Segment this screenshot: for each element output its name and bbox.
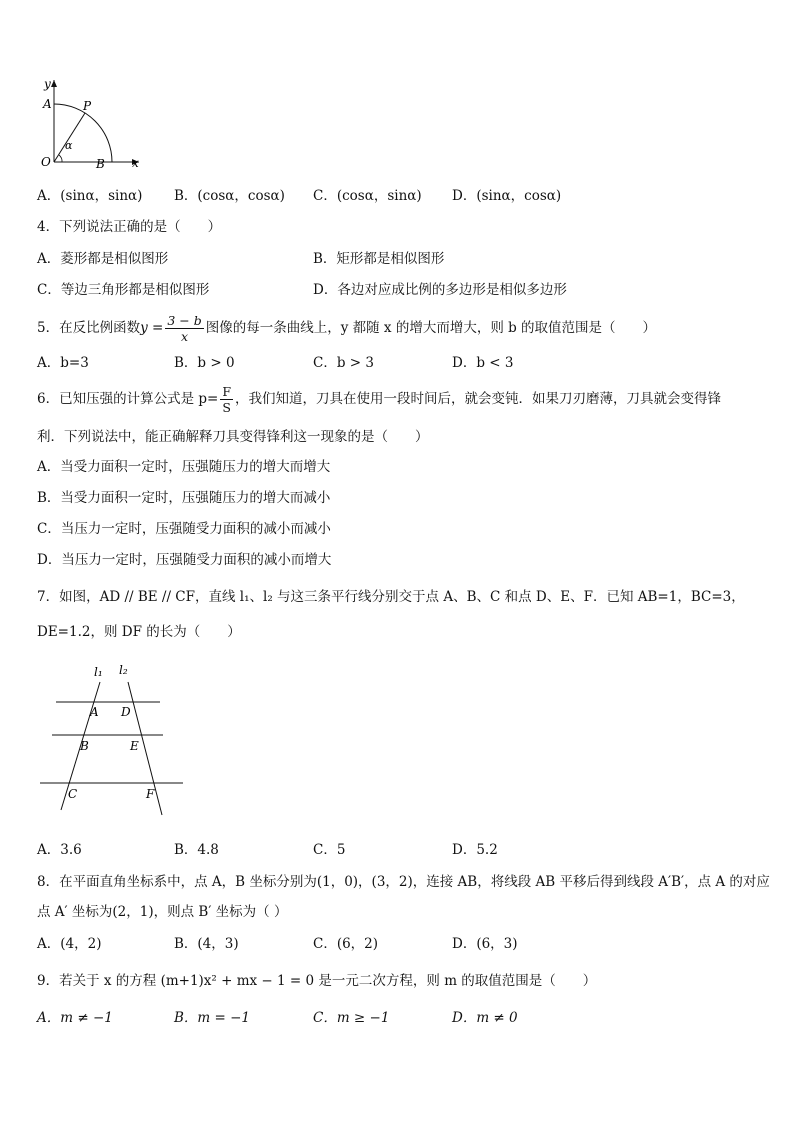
q7-option-d: D．5.2 — [452, 842, 498, 858]
q5-frac-den: x — [180, 329, 189, 344]
q6-stem-post: ，我们知道，刀具在使用一段时间后，就会变钝．如果刀刃磨薄，刀具就会变得锋 — [235, 391, 722, 407]
q4-stem: 4．下列说法正确的是（ ） — [37, 219, 222, 235]
q5-stem-post: 图像的每一条曲线上，y 都随 x 的增大而增大，则 b 的取值范围是（ ） — [205, 320, 657, 336]
q5-option-c: C．b > 3 — [313, 355, 374, 371]
q7-option-b: B．4.8 — [174, 842, 219, 858]
q7-option-c: C．5 — [313, 842, 346, 858]
label-B: B — [80, 739, 89, 753]
q3-option-b: B．(cosα，cosα) — [174, 188, 285, 204]
q7-stem-line2: DE=1.2，则 DF 的长为（ ） — [37, 624, 241, 640]
q6-option-b: B．当受力面积一定时，压强随压力的增大而减小 — [37, 490, 331, 506]
label-F: F — [146, 787, 155, 801]
q9-option-d: D．m ≠ 0 — [452, 1010, 518, 1026]
q4-option-b: B．矩形都是相似图形 — [313, 251, 445, 267]
label-alpha: α — [65, 139, 73, 152]
q5-frac-num: 3 − b — [167, 313, 202, 328]
q6-option-c: C．当压力一定时，压强随受力面积的减小而减小 — [37, 521, 331, 537]
q9-option-a: A．m ≠ −1 — [37, 1010, 113, 1026]
label-y: y — [44, 77, 51, 91]
label-C: C — [68, 787, 78, 801]
label-B: B — [96, 157, 105, 171]
q6-stem-line2: 利．下列说法中，能正确解释刀具变得锋利这一现象的是（ ） — [37, 429, 429, 445]
q7-option-a: A．3.6 — [37, 842, 82, 858]
q3-option-d: D．(sinα，cosα) — [452, 188, 562, 204]
q6-fraction — [220, 384, 233, 415]
label-x: x — [132, 156, 139, 170]
q3-option-c: C．(cosα，sinα) — [313, 188, 422, 204]
label-A: A — [90, 705, 99, 719]
label-l2: l₂ — [119, 663, 128, 677]
q5-option-a: A．b=3 — [37, 355, 89, 371]
label-P: P — [83, 99, 92, 113]
q4-option-c: C．等边三角形都是相似图形 — [37, 282, 210, 298]
figure-unit-circle — [35, 72, 145, 172]
q9-option-c: C．m ≥ −1 — [313, 1010, 390, 1026]
q5-option-d: D．b < 3 — [452, 355, 514, 371]
q8-stem-line2: 点 A′ 坐标为(2，1)，则点 B′ 坐标为（ ） — [37, 904, 288, 920]
q9-stem: 9．若关于 x 的方程 (m+1)x² + mx − 1 = 0 是一元二次方程，则 m 的取值范围是（ ） — [37, 973, 597, 989]
q6-frac-num: F — [222, 384, 232, 399]
q8-option-a: A．(4，2) — [37, 936, 102, 952]
label-E: E — [130, 739, 139, 753]
label-O: O — [41, 155, 51, 169]
q5-stem — [37, 313, 656, 344]
q8-option-b: B．(4，3) — [174, 936, 239, 952]
q7-stem: 7．如图，AD // BE // CF，直线 l₁、l₂ 与这三条平行线分别交于点 A、B、C 和点 D、E、F．已知 AB=1，BC=3， — [37, 589, 745, 605]
q5-stem-pre: 5．在反比例函数 — [37, 320, 141, 336]
figure-parallel-lines — [38, 660, 188, 835]
q3-option-a: A．(sinα，sinα) — [37, 188, 143, 204]
q4-option-a: A．菱形都是相似图形 — [37, 251, 169, 267]
q6-option-d: D．当压力一定时，压强随受力面积的减小而增大 — [37, 552, 332, 568]
q6-option-a: A．当受力面积一定时，压强随压力的增大而增大 — [37, 459, 331, 475]
q8-option-d: D．(6，3) — [452, 936, 518, 952]
q5-fraction — [165, 313, 203, 344]
q6-stem — [37, 384, 721, 415]
q5-option-b: B．b > 0 — [174, 355, 235, 371]
q5-func: y = — [140, 320, 164, 336]
q8-stem: 8．在平面直角坐标系中，点 A，B 坐标分别为(1，0)，(3，2)，连接 AB，将线段 AB 平移后得到线段 A′B′，点 A 的对应 — [37, 874, 770, 890]
q9-option-b: B．m = −1 — [174, 1010, 251, 1026]
q6-stem-pre: 6．已知压强的计算公式是 p= — [37, 391, 219, 407]
label-D: D — [121, 705, 131, 719]
q4-option-d: D．各边对应成比例的多边形是相似多边形 — [313, 282, 567, 298]
label-A: A — [43, 97, 52, 111]
q6-frac-den: S — [222, 400, 231, 415]
label-l1: l₁ — [94, 665, 103, 679]
q8-option-c: C．(6，2) — [313, 936, 379, 952]
